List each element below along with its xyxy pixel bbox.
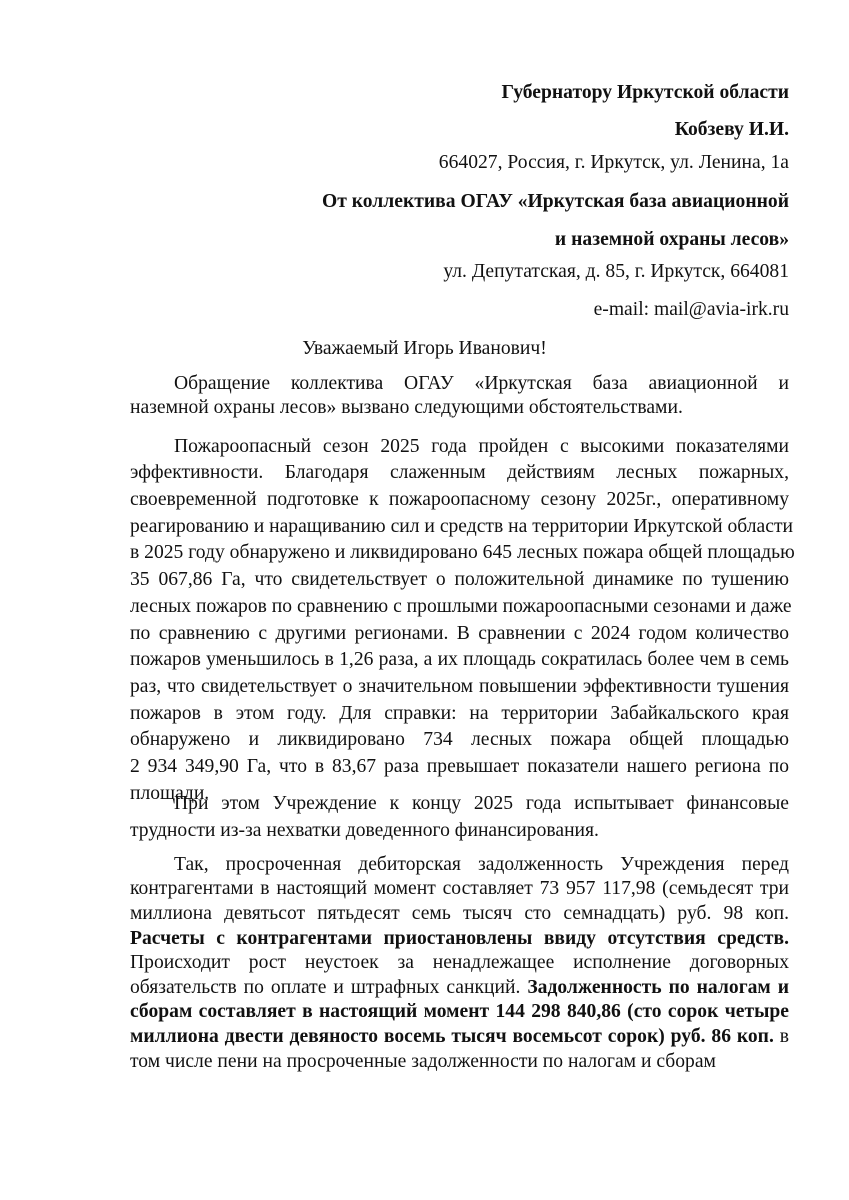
text: Так, просроченная дебиторская задолженность Учреждения перед	[174, 853, 789, 875]
text: При этом Учреждение к концу 2025 года испытывает финансовые	[174, 792, 789, 814]
text-line	[130, 877, 789, 902]
text-line	[130, 1000, 789, 1025]
text-line	[130, 927, 789, 952]
addressee-title: Губернатору Иркутской области	[501, 82, 789, 103]
text-line	[130, 1050, 789, 1075]
text-line	[130, 434, 789, 461]
text: эффективности. Благодаря слаженным действиям лесных пожарных,	[130, 462, 789, 484]
text-line	[130, 647, 789, 674]
text-line	[130, 514, 794, 541]
text-line	[130, 621, 789, 648]
text: Пожароопасный сезон 2025 года пройден с высокими показателями	[174, 435, 789, 457]
text-line	[130, 594, 792, 621]
text-line	[130, 853, 789, 878]
text: Происходит рост неустоек за ненадлежащее исполнение договорных	[130, 952, 789, 974]
text: в 2025 году обнаружено и ликвидировано 645 лесных пожара общей площадью	[130, 542, 795, 564]
text-line	[130, 460, 789, 487]
text: 35 067,86 Га, что свидетельствует о положительной динамике по тушению	[130, 569, 789, 591]
bold-text: сборам составляет в настоящий момент 144 298 840,86 (сто сорок четыре	[130, 1001, 789, 1023]
text-line	[130, 951, 789, 976]
text: реагированию и наращиванию сил и средств на территории Иркутской области	[130, 515, 794, 537]
text-line	[130, 1025, 789, 1050]
text: 2 934 349,90 Га, что в 83,67 раза превышает показатели нашего региона по	[130, 756, 789, 778]
text: пожаров уменьшилось в 1,26 раза, а их площадь сократилась более чем в семь	[130, 649, 789, 671]
greeting: Уважаемый Игорь Иванович!	[302, 338, 547, 359]
text-line	[130, 540, 795, 567]
text-line	[130, 902, 789, 927]
text: контрагентами в настоящий момент составляет 73 957 117,98 (семьдесят три	[130, 878, 789, 900]
sender-line-2: и наземной охраны лесов»	[554, 229, 789, 250]
text: в	[773, 1025, 789, 1047]
text-line	[130, 817, 789, 844]
text: своевременной подготовке к пожароопасному сезону 2025г., оперативному	[130, 489, 789, 511]
text: Обращение коллектива ОГАУ «Иркутская база авиационной и	[174, 372, 789, 394]
addressee-name: Кобзеву И.И.	[674, 119, 789, 140]
text: наземной охраны лесов» вызвано следующими обстоятельствами.	[130, 397, 683, 419]
text: миллиона девятьсот пятьдесят семь тысяч сто семнадцать) руб. 98 коп.	[130, 902, 789, 924]
text: раз, что свидетельствует о значительном повышении эффективности тушения	[130, 675, 789, 697]
bold-text: миллиона двести девяносто восемь тысяч восемьсот сорок) руб. 86 коп.	[130, 1025, 774, 1047]
text-line	[130, 567, 789, 594]
text: трудности из-за нехватки доведенного финансирования.	[130, 819, 599, 841]
bold-text: Расчеты с контрагентами приостановлены ввиду отсутствия средств.	[130, 927, 789, 949]
text: обнаружено и ликвидировано 734 лесных пожара общей площадью	[130, 729, 789, 751]
sender-line-1: От коллектива ОГАУ «Иркутская база авиационной	[321, 191, 789, 212]
text-line	[130, 701, 789, 728]
text-line	[130, 372, 789, 397]
text: по сравнению с другими регионами. В сравнении с 2024 годом количество	[130, 622, 789, 644]
text-line	[130, 674, 789, 701]
text: том числе пени на просроченные задолженности по налогам и сборам	[130, 1050, 716, 1072]
text-line	[130, 790, 789, 817]
text: пожаров в этом году. Для справки: на территории Забайкальского края	[130, 702, 789, 724]
text: лесных пожаров по сравнению с прошлыми пожароопасными сезонами и даже	[130, 595, 792, 617]
text: площади.	[130, 782, 210, 804]
bold-text: Задолженность по налогам и	[527, 976, 789, 998]
text-line	[130, 396, 789, 421]
text-line	[130, 754, 789, 781]
text: обязательств по оплате и штрафных санкций.	[130, 976, 528, 998]
sender-address: ул. Депутатская, д. 85, г. Иркутск, 664081	[443, 261, 789, 282]
addressee-address: 664027, Россия, г. Иркутск, ул. Ленина, 1а	[438, 152, 789, 173]
sender-email: e-mail: mail@avia-irk.ru	[593, 299, 789, 320]
text-line	[130, 727, 789, 754]
text-line	[130, 976, 789, 1001]
text-line	[130, 487, 789, 514]
